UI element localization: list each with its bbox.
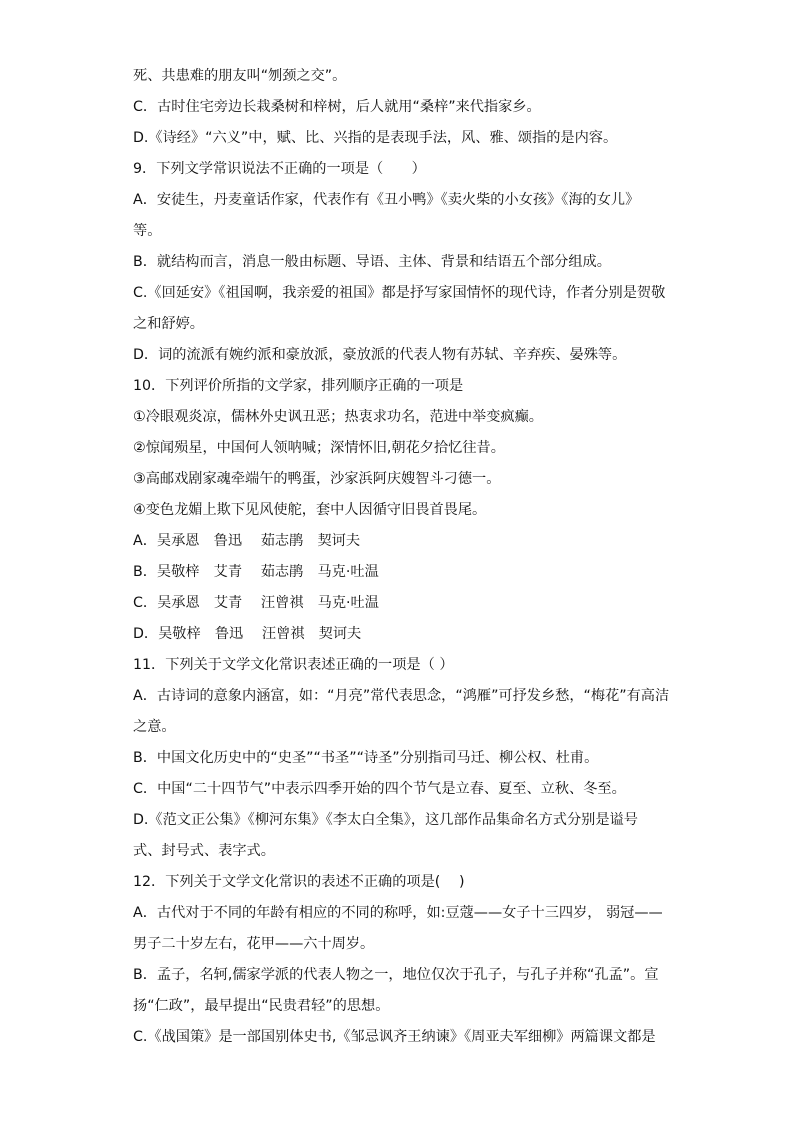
text-line: A．古诗词的意象内涵富，如：“月亮”常代表思念，“鸿雁”可抒发乡愁，“梅花”有高洁 xyxy=(133,688,670,704)
text-line: D.《范文正公集》《柳河东集》《李太白全集》，这几部作品集命名方式分别是谥号 xyxy=(133,812,638,828)
text-line: B．中国文化历史中的“史圣”“书圣”“诗圣”分别指司马迁、柳公权、杜甫。 xyxy=(133,750,599,766)
text-line: D.《诗经》“六义”中，赋、比、兴指的是表现手法，风、雅、颂指的是内容。 xyxy=(133,130,618,146)
text-line: ②惊闻殒星，中国何人领呐喊；深情怀旧,朝花夕拾忆往昔。 xyxy=(133,440,505,456)
text-line: 等。 xyxy=(133,223,162,239)
text-line: 死、共患难的朋友叫“刎颈之交”。 xyxy=(133,68,347,84)
text-line: 之意。 xyxy=(133,719,176,735)
text-line: 9．下列文学常识说法不正确的一项是（ ） xyxy=(133,161,426,177)
text-line: 10．下列评价所指的文学家，排列顺序正确的一项是 xyxy=(133,378,464,394)
text-line: B．就结构而言，消息一般由标题、导语、主体、背景和结语五个部分组成。 xyxy=(133,254,611,270)
text-line: B．孟子，名轲,儒家学派的代表人物之一，地位仅次于孔子，与孔子并称“孔孟”。宣 xyxy=(133,967,659,983)
text-line: D．词的流派有婉约派和豪放派，豪放派的代表人物有苏轼、辛弃疾、晏殊等。 xyxy=(133,347,627,363)
document-body xyxy=(133,64,673,1056)
text-line: C．古时住宅旁边长栽桑树和梓树，后人就用“桑梓”来代指家乡。 xyxy=(133,99,541,115)
text-line: ④变色龙媚上欺下见风使舵，套中人因循守旧畏首畏尾。 xyxy=(133,502,487,518)
text-line: 扬“仁政”，最早提出“民贵君轻”的思想。 xyxy=(133,998,390,1014)
text-line: C.《战国策》是一部国别体史书,《邹忌讽齐王纳谏》《周亚夫军细柳》两篇课文都是 xyxy=(133,1029,656,1045)
text-line: 式、封号式、表字式。 xyxy=(133,843,275,859)
text-line: C.《回延安》《祖国啊，我亲爱的祖国》都是抒写家国情怀的现代诗，作者分别是贺敬 xyxy=(133,285,666,301)
text-line: ①冷眼观炎凉，儒林外史讽丑恶；热衷求功名，范进中举变疯癫。 xyxy=(133,409,543,425)
text-line: C．中国“二十四节气”中表示四季开始的四个节气是立春、夏至、立秋、冬至。 xyxy=(133,781,626,797)
text-line: A．吴承恩 鲁迅 茹志鹃 契诃夫 xyxy=(133,533,361,549)
text-line: 11．下列关于文学文化常识表述正确的一项是（ ） xyxy=(133,657,454,673)
text-line: B．吴敬梓 艾青 茹志鹃 马克·吐温 xyxy=(133,564,379,580)
text-line: 之和舒婷。 xyxy=(133,316,204,332)
text-line: A．安徒生，丹麦童话作家，代表作有《丑小鸭》《卖火柴的小女孩》《海的女儿》 xyxy=(133,192,640,208)
text-line: 男子二十岁左右，花甲——六十周岁。 xyxy=(133,936,375,952)
text-line: 12．下列关于文学文化常识的表述不正确的项是( ) xyxy=(133,874,465,890)
text-line: D．吴敬梓 鲁迅 汪曾祺 契诃夫 xyxy=(133,626,362,642)
text-line: A．古代对于不同的年龄有相应的不同的称呼，如:豆蔻——女子十三四岁， 弱冠—— xyxy=(133,905,663,921)
text-line: ③高邮戏剧家魂牵端午的鸭蛋，沙家浜阿庆嫂智斗刁德一。 xyxy=(133,471,501,487)
text-line: C．吴承恩 艾青 汪曾祺 马克·吐温 xyxy=(133,595,379,611)
